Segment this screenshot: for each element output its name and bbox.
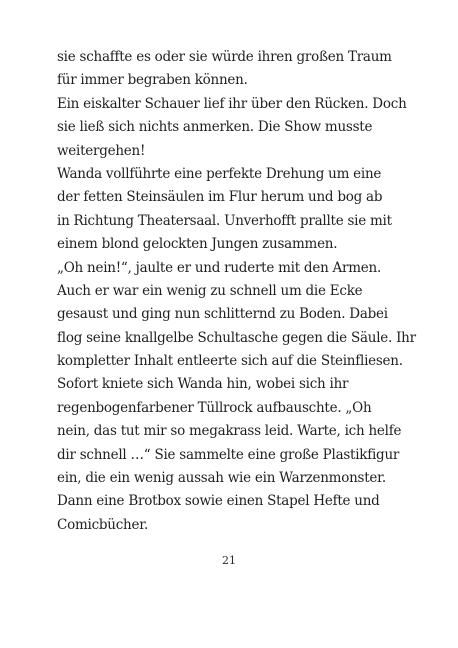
text-line: einem blond gelockten Jungen zusammen.: [57, 236, 338, 253]
text-line: flog seine knallgelbe Schultasche gegen die Säule. Ihr: [57, 329, 416, 346]
text-line: Wanda vollführte eine perfekte Drehung um eine: [57, 165, 382, 182]
text-line: Dann eine Brotbox sowie einen Stapel Hefte und: [57, 493, 380, 510]
text-line: dir schnell …“ Sie sammelte eine große Plastikfigur: [57, 446, 400, 463]
text-line: „Oh nein!“, jaulte er und ruderte mit den Armen.: [57, 259, 382, 276]
text-line: gesaust und ging nun schlitternd zu Boden. Dabei: [57, 306, 388, 323]
text-line: kompletter Inhalt entleerte sich auf die Steinfliesen.: [57, 353, 403, 370]
text-line: nein, das tut mir so megakrass leid. Warte, ich helfe: [57, 423, 402, 440]
text-line: Ein eiskalter Schauer lief ihr über den Rücken. Doch: [57, 95, 407, 112]
text-line: sie schaffte es oder sie würde ihren großen Traum: [57, 49, 392, 65]
text-line: regenbogenfarbener Tüllrock aufbauschte. „Oh: [57, 399, 372, 416]
text-line: Auch er war ein wenig zu schnell um die Ecke: [57, 282, 363, 299]
text-line: Comicbücher.: [57, 516, 148, 533]
text-line: ein, die ein wenig aussah wie ein Warzenmonster.: [57, 470, 386, 487]
text-line: weitergehen!: [57, 142, 146, 159]
text-line: für immer begraben können.: [57, 72, 248, 89]
body-text: [57, 46, 429, 537]
page-number: 21: [222, 554, 236, 567]
text-line: sie ließ sich nichts anmerken. Die Show musste: [57, 119, 373, 136]
text-line: der fetten Steinsäulen im Flur herum und bog ab: [57, 189, 383, 206]
text-line: Sofort kniete sich Wanda hin, wobei sich ihr: [57, 376, 349, 393]
text-line: in Richtung Theatersaal. Unverhofft prallte sie mit: [57, 212, 392, 229]
